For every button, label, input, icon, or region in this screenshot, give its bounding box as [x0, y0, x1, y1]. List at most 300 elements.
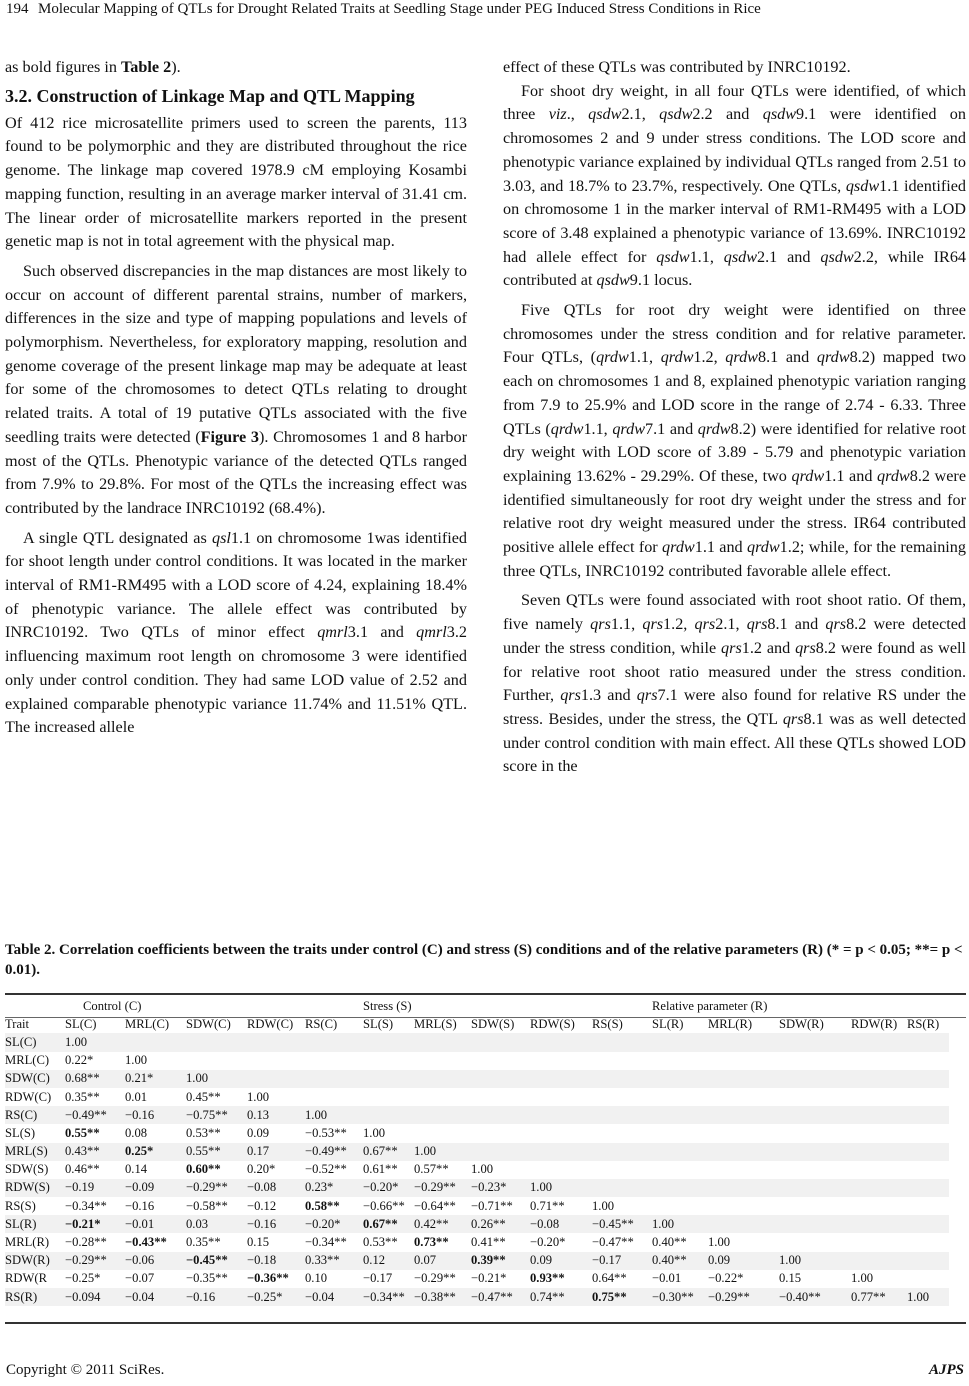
- empty-cell: [414, 1106, 471, 1124]
- empty-cell: [708, 1179, 779, 1197]
- correlation-cell: 0.43**: [65, 1143, 125, 1161]
- correlation-cell: 0.40**: [652, 1252, 708, 1270]
- empty-cell: [530, 1088, 592, 1106]
- correlation-cell: −0.49**: [65, 1106, 125, 1124]
- empty-cell: [779, 1052, 851, 1070]
- empty-cell: [652, 1197, 708, 1215]
- correlation-cell: −0.47**: [592, 1235, 634, 1250]
- correlation-cell: 0.55**: [186, 1143, 247, 1161]
- empty-cell: [851, 1143, 907, 1161]
- paragraph: For shoot dry weight, in all four QTLs were identified, of which three viz., qsdw2.1, qsdw2.2 and qsdw9.1 were identified on chromosomes 2 and 9 under stress conditions. The LOD score and phenotypic variance explained by individual QTLs ranged from 2.51 to 3.03, and 18.7% to 23.7%, respectively. One QTLs, qsdw1.1 identified on chromosome 1 in the marker interval of RM1-RM495 with a LOD score of 3.48 explained a phenotypic variance of 13.69%. INRC10192 had allele effect for qsdw1.1, qsdw2.1 and qsdw2.2, while IR64 contributed at qsdw9.1 locus.: [503, 81, 967, 290]
- row-label: MRL(C): [5, 1053, 50, 1068]
- empty-cell: [708, 1124, 779, 1142]
- row-label: SDW(R): [5, 1252, 65, 1270]
- empty-cell: [907, 1161, 949, 1179]
- empty-cell: [907, 1252, 949, 1270]
- table-row: [5, 1252, 949, 1270]
- correlation-cell: −0.75**: [186, 1106, 247, 1124]
- correlation-cell: 1.00: [471, 1162, 494, 1177]
- correlation-cell: −0.38**: [414, 1288, 471, 1306]
- correlation-cell: 0.40**: [652, 1235, 687, 1250]
- correlation-cell: −0.64**: [414, 1198, 456, 1213]
- correlation-cell: 1.00: [65, 1033, 125, 1051]
- empty-cell: [592, 1088, 652, 1106]
- correlation-cell: 0.09: [247, 1125, 270, 1140]
- empty-cell: [530, 1033, 592, 1051]
- correlation-cell: −0.35**: [186, 1271, 228, 1286]
- correlation-cell: 0.20*: [247, 1162, 276, 1177]
- journal-abbrev: AJPS: [928, 1362, 964, 1378]
- correlation-cell: −0.16: [247, 1215, 305, 1233]
- correlation-cell: 1.00: [186, 1070, 247, 1088]
- correlation-cell: −0.21*: [471, 1271, 507, 1286]
- row-label: SL(R): [5, 1215, 65, 1233]
- correlation-cell: −0.53**: [305, 1125, 347, 1140]
- row-label: RDW(C): [5, 1089, 52, 1104]
- row-label: SDW(C): [5, 1070, 65, 1088]
- correlation-cell: 1.00: [652, 1215, 708, 1233]
- correlation-cell: −0.71**: [471, 1198, 513, 1213]
- empty-cell: [779, 1088, 851, 1106]
- empty-cell: [779, 1233, 851, 1251]
- empty-cell: [851, 1215, 907, 1233]
- row-label: RDW(R: [5, 1271, 47, 1286]
- empty-cell: [708, 1070, 779, 1088]
- correlation-cell: 0.23*: [305, 1179, 363, 1197]
- correlation-cell: 1.00: [414, 1143, 471, 1161]
- empty-cell: [652, 1143, 708, 1161]
- correlation-cell: 0.93**: [530, 1271, 565, 1286]
- correlation-cell: −0.18: [247, 1252, 305, 1270]
- empty-cell: [708, 1215, 779, 1233]
- table-ref[interactable]: Table 2: [121, 58, 172, 76]
- correlation-cell: −0.17: [592, 1252, 652, 1270]
- empty-cell: [471, 1088, 530, 1106]
- correlation-cell: 0.17: [247, 1143, 305, 1161]
- table-row: [5, 1215, 949, 1233]
- empty-cell: [530, 1106, 592, 1124]
- row-label: SL(C): [5, 1033, 65, 1051]
- correlation-cell: −0.01: [125, 1215, 186, 1233]
- correlation-cell: 0.13: [247, 1106, 305, 1124]
- correlation-cell: 0.26**: [471, 1215, 530, 1233]
- empty-cell: [652, 1088, 708, 1106]
- correlation-cell: −0.40**: [779, 1288, 851, 1306]
- empty-cell: [708, 1033, 779, 1051]
- correlation-cell: 0.01: [125, 1089, 148, 1104]
- empty-cell: [471, 1052, 530, 1070]
- correlation-cell: −0.43**: [125, 1235, 167, 1250]
- page-number: 194: [6, 1, 29, 17]
- empty-cell: [592, 1124, 652, 1142]
- correlation-cell: −0.17: [363, 1271, 393, 1286]
- correlation-cell: −0.29**: [708, 1288, 779, 1306]
- correlation-cell: 1.00: [305, 1106, 363, 1124]
- column-header: RDW(S): [530, 1016, 575, 1031]
- running-title: Molecular Mapping of QTLs for Drought Related Traits at Seedling Stage under PEG Induced Stress Conditions in Rice: [38, 1, 761, 17]
- running-header: [0, 0, 969, 26]
- empty-cell: [851, 1124, 907, 1142]
- correlation-cell: −0.20*: [530, 1235, 566, 1250]
- correlation-cell: −0.29**: [65, 1252, 125, 1270]
- correlation-cell: −0.20*: [363, 1179, 414, 1197]
- empty-cell: [471, 1070, 530, 1088]
- empty-cell: [851, 1033, 907, 1051]
- correlation-cell: −0.094: [65, 1288, 125, 1306]
- empty-cell: [305, 1070, 363, 1088]
- correlation-cell: 0.15: [247, 1235, 270, 1250]
- correlation-cell: 0.21*: [125, 1070, 186, 1088]
- empty-cell: [414, 1033, 471, 1051]
- row-label: SDW(S): [5, 1162, 49, 1177]
- column-header: SDW(R): [779, 1016, 824, 1031]
- correlation-cell: 1.00: [708, 1235, 731, 1250]
- empty-cell: [907, 1124, 949, 1142]
- table-row: [5, 1143, 949, 1161]
- empty-cell: [363, 1106, 414, 1124]
- correlation-cell: 0.68**: [65, 1070, 125, 1088]
- empty-cell: [414, 1070, 471, 1088]
- column-header: MRL(S): [414, 1016, 457, 1031]
- column-header: RDW(C): [247, 1016, 294, 1031]
- empty-cell: [363, 1070, 414, 1088]
- empty-cell: [652, 1124, 708, 1142]
- empty-cell: [305, 1088, 363, 1106]
- correlation-cell: −0.06: [125, 1252, 186, 1270]
- table-bottom-rule: [5, 1322, 966, 1324]
- correlation-cell: 0.10: [305, 1271, 328, 1286]
- empty-cell: [592, 1143, 652, 1161]
- empty-cell: [592, 1070, 652, 1088]
- empty-cell: [414, 1088, 471, 1106]
- correlation-cell: 1.00: [779, 1252, 851, 1270]
- empty-cell: [907, 1033, 949, 1051]
- empty-cell: [779, 1106, 851, 1124]
- correlation-cell: −0.28**: [65, 1235, 107, 1250]
- correlation-cell: 1.00: [530, 1179, 592, 1197]
- empty-cell: [530, 1070, 592, 1088]
- empty-cell: [652, 1179, 708, 1197]
- empty-cell: [471, 1033, 530, 1051]
- table-top-rule: [5, 993, 966, 995]
- column-header: SL(S): [363, 1016, 394, 1031]
- table-row: [5, 1052, 949, 1070]
- empty-cell: [125, 1033, 186, 1051]
- correlation-cell: 0.39**: [471, 1252, 530, 1270]
- empty-cell: [414, 1124, 471, 1142]
- empty-cell: [592, 1106, 652, 1124]
- empty-cell: [471, 1106, 530, 1124]
- correlation-cell: 0.35**: [65, 1089, 100, 1104]
- correlation-cell: 0.15: [779, 1271, 802, 1286]
- correlation-cell: 0.45**: [186, 1089, 221, 1104]
- correlation-cell: −0.09: [125, 1179, 186, 1197]
- correlation-cell: 0.09: [530, 1252, 592, 1270]
- empty-cell: [363, 1052, 414, 1070]
- table-row: [5, 1161, 949, 1179]
- correlation-cell: 0.22*: [65, 1053, 94, 1068]
- right-column: [503, 56, 966, 779]
- empty-cell: [592, 1179, 652, 1197]
- correlation-cell: 0.25*: [125, 1143, 186, 1161]
- empty-cell: [779, 1197, 851, 1215]
- correlation-cell: −0.04: [125, 1288, 186, 1306]
- empty-cell: [530, 1124, 592, 1142]
- empty-cell: [708, 1197, 779, 1215]
- correlation-cell: −0.25*: [65, 1271, 101, 1286]
- empty-cell: [652, 1070, 708, 1088]
- correlation-cell: −0.16: [186, 1288, 247, 1306]
- correlation-cell: −0.45**: [186, 1252, 247, 1270]
- empty-cell: [247, 1033, 305, 1051]
- empty-cell: [779, 1179, 851, 1197]
- correlation-cell: 0.61**: [363, 1162, 398, 1177]
- empty-cell: [708, 1106, 779, 1124]
- correlation-cell: 0.64**: [592, 1271, 627, 1286]
- column-header: SL(R): [652, 1016, 684, 1031]
- column-header: RS(S): [592, 1016, 623, 1031]
- page-footer: [6, 1362, 964, 1379]
- correlation-cell: −0.29**: [186, 1179, 247, 1197]
- correlation-cell: −0.08: [247, 1179, 305, 1197]
- empty-cell: [851, 1088, 907, 1106]
- correlation-cell: −0.22*: [708, 1271, 744, 1286]
- empty-cell: [851, 1197, 907, 1215]
- correlation-cell: −0.25*: [247, 1288, 305, 1306]
- paragraph: Such observed discrepancies in the map distances are most likely to occur on account of different parental strains, number of markers, differences in the size and type of mapping populations and levels of polymorphism. Nevertheless, for exploratory mapping, resolution and genome coverage of the present linkage map may be adequate at least for some of the chromosomes to detect QTLs relating to drought related traits. A total of 19 putative QTLs associated with the five seedling traits were detected (Figure 3). Chromosomes 1 and 8 harbor most of the QTLs. Phenotypic variance of the detected QTLs ranged from 7.9% to 29.8%. For most of the QTLs the increasing effect was contributed by the landrace INRC10192 (68.4%).: [5, 261, 467, 517]
- empty-cell: [652, 1106, 708, 1124]
- correlation-cell: −0.30**: [652, 1288, 708, 1306]
- correlation-cell: 0.33**: [305, 1252, 363, 1270]
- correlation-cell: −0.04: [305, 1288, 363, 1306]
- empty-cell: [708, 1161, 779, 1179]
- correlation-cell: −0.07: [125, 1271, 155, 1286]
- paragraph-fragment: as bold figures in Table 2).: [5, 58, 181, 76]
- empty-cell: [471, 1124, 530, 1142]
- correlation-cell: 0.75**: [592, 1288, 652, 1306]
- correlation-cell: −0.52**: [305, 1162, 347, 1177]
- empty-cell: [907, 1270, 949, 1288]
- empty-cell: [305, 1052, 363, 1070]
- empty-cell: [592, 1161, 652, 1179]
- correlation-cell: −0.34**: [363, 1288, 414, 1306]
- row-label: RS(R): [5, 1288, 65, 1306]
- correlation-cell: −0.49**: [305, 1143, 363, 1161]
- correlation-cell: 0.41**: [471, 1235, 506, 1250]
- empty-cell: [592, 1033, 652, 1051]
- correlation-cell: −0.12: [247, 1198, 277, 1213]
- empty-cell: [851, 1052, 907, 1070]
- table-row: [5, 1124, 949, 1142]
- correlation-table: [5, 997, 966, 1306]
- empty-cell: [652, 1052, 708, 1070]
- paragraph: Five QTLs for root dry weight were identified on three chromosomes under the stress condition and for relative parameter. Four QTLs, (qrdw1.1, qrdw1.2, qrdw8.1 and qrdw8.2) mapped two each on chromosomes 1 and 8, explained phenotypic variation ranging from 7.9 to 25.9% and LOD score in the range of 2.74 - 6.33. Three QTLs (qrdw1.1, qrdw7.1 and qrdw8.2) were identified for relative root dry weight with LOD score of 3.89 - 5.79 and phenotypic variation explaining 13.62% - 29.29%. Of these, two qrdw1.1 and qrdw8.2 were identified simultaneously for root dry weight under the stress and for relative root dry weight measured under the stress. IR64 contributed positive allele effect for qrdw1.1 and qrdw1.2; while, for the remaining three QTLs, INRC10192 contributed favorable allele effect.: [503, 301, 967, 580]
- empty-cell: [851, 1252, 907, 1270]
- column-header: Trait: [5, 1016, 30, 1031]
- empty-cell: [779, 1215, 851, 1233]
- empty-cell: [779, 1143, 851, 1161]
- table-row: [5, 1197, 949, 1215]
- empty-cell: [247, 1070, 305, 1088]
- group-control: Control (C): [83, 998, 142, 1013]
- empty-cell: [471, 1143, 530, 1161]
- copyright: Copyright © 2011 SciRes.: [6, 1362, 165, 1378]
- correlation-cell: −0.08: [530, 1215, 592, 1233]
- table-group-rule: [5, 1017, 966, 1018]
- correlation-cell: −0.29**: [414, 1271, 456, 1286]
- correlation-cell: −0.16: [125, 1198, 155, 1213]
- correlation-cell: 0.03: [186, 1215, 247, 1233]
- empty-cell: [851, 1179, 907, 1197]
- row-label: MRL(S): [5, 1143, 65, 1161]
- correlation-cell: −0.66**: [363, 1198, 405, 1213]
- column-header: MRL(C): [125, 1016, 170, 1031]
- correlation-cell: 0.12: [363, 1252, 414, 1270]
- empty-cell: [907, 1088, 949, 1106]
- empty-cell: [779, 1124, 851, 1142]
- empty-cell: [779, 1161, 851, 1179]
- table-row: [5, 1233, 949, 1251]
- empty-cell: [363, 1033, 414, 1051]
- empty-cell: [708, 1088, 779, 1106]
- empty-cell: [907, 1106, 949, 1124]
- group-stress: Stress (S): [363, 998, 412, 1013]
- correlation-cell: 0.46**: [65, 1162, 100, 1177]
- section-heading: 3.2. Construction of Linkage Map and QTL Mapping: [5, 85, 415, 106]
- table-row: [5, 1288, 949, 1306]
- correlation-cell: −0.34**: [65, 1198, 107, 1213]
- correlation-cell: 0.58**: [305, 1198, 340, 1213]
- correlation-cell: 0.57**: [414, 1162, 449, 1177]
- correlation-cell: −0.34**: [305, 1235, 347, 1250]
- group-relative: Relative parameter (R): [652, 998, 768, 1013]
- column-header: MRL(R): [708, 1016, 753, 1031]
- empty-cell: [708, 1143, 779, 1161]
- correlation-cell: 0.60**: [186, 1162, 221, 1177]
- group-header-row: [5, 997, 949, 1015]
- row-label: RS(S): [5, 1198, 36, 1213]
- empty-cell: [186, 1052, 247, 1070]
- empty-cell: [247, 1052, 305, 1070]
- left-column: [5, 56, 467, 740]
- paragraph-fragment: effect of these QTLs was contributed by INRC10192.: [503, 58, 851, 76]
- paragraph: Of 412 rice microsatellite primers used to screen the parents, 113 found to be polymorphic and they are distributed throughout the rice genome. The linkage map covered 1978.9 cM employing Kosambi mapping function, resulting in an average marker interval of 31.41 cm. The linear order of microsatellite markers reported in the present genetic map is not in total agreement with the physical map.: [5, 113, 467, 251]
- row-label: RS(C): [5, 1106, 65, 1124]
- correlation-cell: 0.55**: [65, 1125, 100, 1140]
- correlation-cell: 0.74**: [530, 1288, 592, 1306]
- correlation-cell: −0.01: [652, 1271, 682, 1286]
- correlation-cell: 1.00: [851, 1271, 874, 1286]
- correlation-cell: 1.00: [125, 1053, 148, 1068]
- table-row: [5, 1088, 949, 1106]
- empty-cell: [851, 1106, 907, 1124]
- correlation-cell: 0.67**: [363, 1143, 414, 1161]
- empty-cell: [907, 1143, 949, 1161]
- empty-cell: [652, 1161, 708, 1179]
- column-header: SL(C): [65, 1016, 97, 1031]
- correlation-cell: −0.58**: [186, 1198, 228, 1213]
- empty-cell: [907, 1197, 949, 1215]
- paragraph: A single QTL designated as qsl1.1 on chromosome 1was identified for shoot length under control conditions. It was located in the marker interval of RM1-RM495 with a LOD score of 4.24, explaining 18.4% of phenotypic variance. The allele effect was contributed by INRC10192. Two QTLs of minor effect qmrl3.1 and qmrl3.2 influencing maximum root length on chromosome 3 were identified only under control condition. They had same LOD value of 2.52 and explained comparable phenotypic variance 11.74% and 11.51% QTL. The increased allele: [5, 528, 467, 737]
- table-row: [5, 1033, 949, 1051]
- correlation-cell: −0.45**: [592, 1215, 652, 1233]
- empty-cell: [907, 1215, 949, 1233]
- correlation-table-grid: [5, 997, 949, 1306]
- empty-cell: [363, 1088, 414, 1106]
- correlation-cell: 0.71**: [530, 1198, 565, 1213]
- column-header: SDW(S): [471, 1016, 515, 1031]
- row-label: RDW(S): [5, 1179, 65, 1197]
- correlation-cell: 0.07: [414, 1252, 471, 1270]
- column-header: RDW(R): [851, 1016, 898, 1031]
- correlation-cell: 0.53**: [363, 1235, 398, 1250]
- correlation-cell: 0.08: [125, 1125, 148, 1140]
- correlation-cell: 0.09: [708, 1252, 779, 1270]
- empty-cell: [708, 1052, 779, 1070]
- correlation-cell: −0.20*: [305, 1215, 363, 1233]
- empty-cell: [186, 1033, 247, 1051]
- correlation-cell: 1.00: [907, 1288, 949, 1306]
- correlation-cell: −0.19: [65, 1179, 125, 1197]
- empty-cell: [851, 1233, 907, 1251]
- correlation-cell: 1.00: [247, 1089, 270, 1104]
- correlation-cell: −0.23*: [471, 1179, 530, 1197]
- empty-cell: [907, 1179, 949, 1197]
- correlation-cell: −0.29**: [414, 1179, 471, 1197]
- empty-cell: [851, 1070, 907, 1088]
- correlation-cell: 0.77**: [851, 1288, 907, 1306]
- correlation-cell: 0.67**: [363, 1215, 414, 1233]
- empty-cell: [907, 1233, 949, 1251]
- row-label: SL(S): [5, 1125, 36, 1140]
- correlation-cell: 0.53**: [186, 1125, 221, 1140]
- table-row: [5, 1106, 949, 1124]
- correlation-cell: −0.16: [125, 1106, 186, 1124]
- empty-cell: [530, 1143, 592, 1161]
- column-header: RS(R): [907, 1016, 940, 1031]
- empty-cell: [530, 1161, 592, 1179]
- correlation-cell: 1.00: [363, 1125, 386, 1140]
- table-caption: Table 2. Correlation coefficients between the traits under control (C) and stress (S) conditions and of the relative parameters (R) (* = p < 0.05; **= p < 0.01).: [5, 942, 963, 978]
- empty-cell: [530, 1052, 592, 1070]
- empty-cell: [652, 1033, 708, 1051]
- empty-cell: [907, 1070, 949, 1088]
- correlation-cell: −0.21*: [65, 1215, 125, 1233]
- paragraph: Seven QTLs were found associated with root shoot ratio. Of them, five namely qrs1.1, qrs1.2, qrs2.1, qrs8.1 and qrs8.2 were detected under the stress condition, while qrs1.2 and qrs8.2 were found as well for relative root shoot ratio measured under the stress condition. Further, qrs1.3 and qrs7.1 were also found for relative RS under the stress. Besides, under the stress, the QTL qrs8.1 was as well detected under control condition with main effect. All these QTLs showed LOD score in the: [503, 591, 967, 776]
- empty-cell: [851, 1161, 907, 1179]
- correlation-cell: 0.35**: [186, 1235, 221, 1250]
- table-row: [5, 1070, 949, 1088]
- column-header: RS(C): [305, 1016, 338, 1031]
- empty-cell: [305, 1033, 363, 1051]
- table-row: [5, 1179, 949, 1197]
- row-label: MRL(R): [5, 1235, 50, 1250]
- correlation-cell: 0.14: [125, 1162, 148, 1177]
- column-header: SDW(C): [186, 1016, 231, 1031]
- empty-cell: [592, 1052, 652, 1070]
- empty-cell: [907, 1052, 949, 1070]
- empty-cell: [779, 1033, 851, 1051]
- empty-cell: [779, 1070, 851, 1088]
- table-row: [5, 1270, 949, 1288]
- correlation-cell: −0.47**: [471, 1288, 530, 1306]
- correlation-cell: 0.42**: [414, 1215, 471, 1233]
- correlation-cell: 1.00: [592, 1198, 615, 1213]
- empty-cell: [414, 1052, 471, 1070]
- correlation-cell: −0.36**: [247, 1271, 289, 1286]
- figure-ref[interactable]: Figure 3: [200, 427, 259, 446]
- correlation-cell: 0.73**: [414, 1235, 449, 1250]
